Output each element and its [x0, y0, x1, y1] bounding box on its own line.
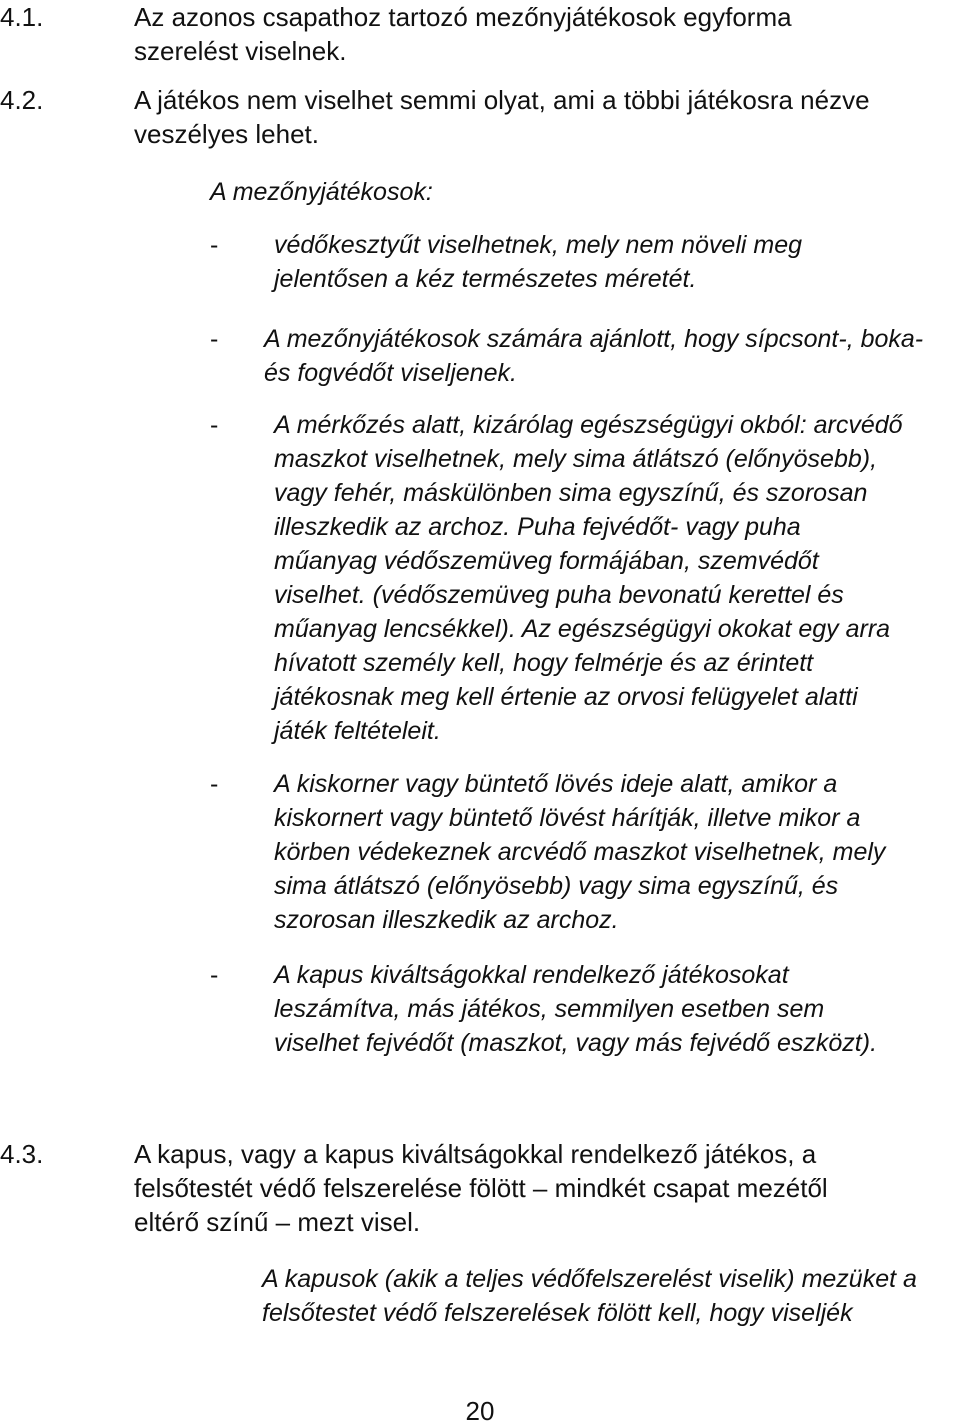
list-item-text: védőkesztyűt viselhetnek, mely nem növeli meg jelentősen a kéz természetes méretét. — [274, 231, 803, 293]
section-4-2 — [0, 83, 960, 153]
dash-bullet: - — [210, 325, 219, 353]
intro-text: A mezőnyjátékosok: — [210, 178, 433, 206]
section-text: Az azonos csapathoz tartozó mezőnyjátékosok egyforma szerelést viselnek. — [134, 2, 792, 66]
section-4-3 — [0, 1137, 960, 1241]
section-number: 4.3. — [0, 1139, 44, 1169]
list-item-text: A mezőnyjátékosok számára ajánlott, hogy sípcsont-, boka- és fogvédőt viseljenek. — [264, 325, 924, 387]
section-text: A kapus, vagy a kapus kiváltságokkal rendelkező játékos, a felsőtestét védő felszerelése fölött – mindkét csapat mezétől eltérő színű – mezt visel. — [134, 1139, 828, 1237]
list-item — [210, 767, 910, 939]
list-item-text: A mérkőzés alatt, kizárólag egészségügyi okból: arcvédő maszkot viselhetnek, mely sima átlátszó (előnyösebb), vagy fehér, máskülönben sima egyszínű, és szorosan illeszkedik az archoz. Puha fejvédőt- vagy puha műanyag védőszemüveg formájában, szemvédőt viselhet. (védőszemüveg puha bevonatú kerettel és műanyag lencsékkel). Az egészségügyi okokat egy arra hívatott személy kell, hogy felmérje és az érintett játékosnak meg kell értenie az orvosi felügyelet alatti játék feltételeit. — [274, 411, 903, 745]
goalkeeper-note: A kapusok (akik a teljes védőfelszerelést viselik) mezüket a felsőtestet védő felszerelések fölött kell, hogy viseljék — [262, 1265, 917, 1327]
dash-bullet: - — [210, 231, 219, 259]
dash-bullet: - — [210, 411, 219, 439]
list-item-text: A kapus kiváltságokkal rendelkező játékosokat leszámítva, más játékos, semmilyen esetben sem viselhet fejvédőt (maszkot, vagy más fejvédő eszközt). — [274, 961, 878, 1057]
dash-bullet: - — [210, 770, 219, 798]
dash-bullet: - — [210, 961, 219, 989]
section-text: A játékos nem viselhet semmi olyat, ami a többi játékosra nézve veszélyes lehet. — [134, 85, 870, 149]
section-number: 4.1. — [0, 2, 44, 32]
list-item — [210, 322, 950, 392]
list-item — [210, 228, 910, 298]
section-4-1 — [0, 0, 960, 70]
page-number: 20 — [465, 1396, 495, 1426]
list-item — [210, 958, 910, 1098]
section-number: 4.2. — [0, 85, 44, 115]
list-item — [210, 408, 910, 748]
list-item-text: A kiskorner vagy büntető lövés ideje alatt, amikor a kiskornert vagy büntető lövést hárítják, illetve mikor a körben védekeznek arcvédő maszkot viselhetnek, mely sima átlátszó (előnyösebb) vagy sima egyszínű, és szorosan illeszkedik az archoz. — [274, 770, 886, 934]
